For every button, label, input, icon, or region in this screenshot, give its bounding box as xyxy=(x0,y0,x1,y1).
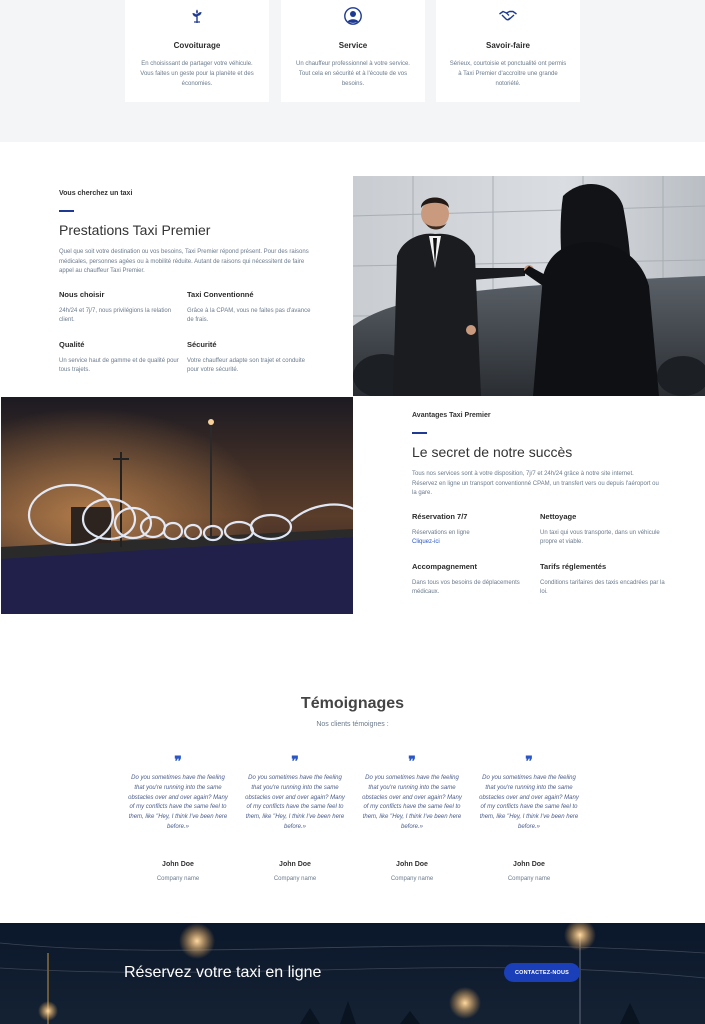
feature-title: Service xyxy=(338,41,368,50)
leaf-icon xyxy=(187,6,207,26)
advantage-item xyxy=(540,512,668,548)
feature-title: Covoiturage xyxy=(173,41,221,50)
testimonials-title: Témoignages xyxy=(300,695,405,712)
advantage-item xyxy=(412,562,540,598)
cta-title: Réservez votre taxi en ligne xyxy=(124,964,322,981)
prestations-section xyxy=(59,190,315,376)
section-eyebrow: Avantages Taxi Premier xyxy=(412,412,491,419)
item-text: Conditions tarifaires des taxis encadrées par la loi. xyxy=(540,579,665,595)
testimonial-card xyxy=(128,754,228,882)
item-text: Votre chauffeur adapte son trajet et conduite pour votre sécurité. xyxy=(187,357,305,373)
item-text: Grâce à la CPAM, vous ne faites pas d'avance de frais. xyxy=(187,307,311,323)
secret-section xyxy=(412,412,665,598)
feature-text: Sérieux, courtoisie et ponctualité ont permis à Taxi Premier d'accroitre une grande notoriété. xyxy=(449,61,567,87)
feature-title: Savoir-faire xyxy=(485,41,531,50)
handshake-icon xyxy=(498,6,518,26)
feature-card-service xyxy=(281,0,425,102)
testimonial-name: John Doe xyxy=(513,860,545,868)
feature-card-covoiturage xyxy=(125,0,269,102)
accent-bar xyxy=(412,432,427,434)
prestation-item xyxy=(187,340,315,376)
testimonial-name: John Doe xyxy=(279,860,311,868)
item-text: Un service haut de gamme et de qualité pour tous trajets. xyxy=(59,357,179,373)
testimonial-quote: Do you sometimes have the feeling that you're running into the same obstacles over and over again? Many of my conflicts have the same feel to them, like "Hey, I think I've been here before.» xyxy=(245,775,345,830)
item-text: Réservations en ligne xyxy=(412,529,470,536)
feature-card-savoir-faire xyxy=(436,0,580,102)
item-text: 24h/24 et 7j/7, nous privilégions la relation client. xyxy=(59,307,172,323)
prestation-item xyxy=(59,340,187,376)
testimonial-quote: Do you sometimes have the feeling that you're running into the same obstacles over and over again? Many of my conflicts have the same feel to them, like "Hey, I think I've been here before.» xyxy=(362,775,462,830)
cliquez-ici-link[interactable]: Cliquez-ici xyxy=(412,539,440,545)
quote-icon: ❞ xyxy=(525,754,533,770)
item-title: Nettoyage xyxy=(540,511,577,521)
section-title: Prestations Taxi Premier xyxy=(59,222,211,238)
section-intro: Tous nos services sont à votre disposition, 7j/7 et 24h/24 grâce à notre site internet. Réservez en ligne un transport conventionné CPAM, un transfert vers ou depuis l'aéroport ou la gare. xyxy=(412,471,659,496)
item-title: Taxi Conventionné xyxy=(187,289,254,299)
testimonial-quote: Do you sometimes have the feeling that you're running into the same obstacles over and over again? Many of my conflicts have the same feel to them, like "Hey, I think I've been here before.» xyxy=(479,775,579,830)
accent-bar xyxy=(59,210,74,212)
quote-icon: ❞ xyxy=(408,754,416,770)
item-title: Réservation 7/7 xyxy=(412,511,468,521)
chauffeur-photo xyxy=(353,176,705,396)
item-text: Un taxi qui vous transporte, dans un véhicule propre et viable. xyxy=(540,529,660,545)
item-title: Accompagnement xyxy=(412,561,478,571)
testimonial-company: Company name xyxy=(390,875,434,882)
advantage-item xyxy=(540,562,668,598)
feature-text: En choisissant de partager votre véhicule. Vous faites un geste pour la planète et des économies. xyxy=(140,61,254,87)
testimonial-quote: Do you sometimes have the feeling that you're running into the same obstacles over and over again? Many of my conflicts have the same feel to them, like "Hey, I think I've been here before.» xyxy=(128,775,228,830)
testimonial-card xyxy=(362,754,462,882)
light-trail-photo xyxy=(1,397,353,614)
testimonial-company: Company name xyxy=(273,875,317,882)
quote-icon: ❞ xyxy=(174,754,182,770)
testimonials-subtitle: Nos clients témoignes : xyxy=(316,721,389,728)
prestation-item xyxy=(59,290,187,326)
contact-button[interactable]: CONTACTEZ-NOUS xyxy=(504,963,580,982)
testimonial-company: Company name xyxy=(156,875,200,882)
user-icon xyxy=(343,6,363,26)
testimonial-card xyxy=(245,754,345,882)
section-title: Le secret de notre succès xyxy=(412,444,573,460)
cta-banner xyxy=(0,923,705,1024)
testimonial-company: Company name xyxy=(507,875,551,882)
item-title: Qualité xyxy=(59,339,85,349)
testimonial-name: John Doe xyxy=(162,860,194,868)
prestation-item xyxy=(187,290,315,326)
testimonial-card xyxy=(479,754,579,882)
item-title: Sécurité xyxy=(187,339,217,349)
testimonial-name: John Doe xyxy=(396,860,428,868)
quote-icon: ❞ xyxy=(291,754,299,770)
section-intro: Quel que soit votre destination ou vos besoins, Taxi Premier répond présent. Pour des raisons médicales, personnes agées ou à mobilité réduite. Autant de raisons qui nécessitent de faire appel au chauffeur Taxi Premier. xyxy=(59,249,309,274)
advantage-item xyxy=(412,512,540,548)
section-eyebrow: Vous cherchez un taxi xyxy=(59,190,133,197)
item-title: Tarifs réglementés xyxy=(540,561,607,571)
item-text: Dans tous vos besoins de déplacements médicaux. xyxy=(412,579,520,595)
item-title: Nous choisir xyxy=(59,289,105,299)
feature-text: Un chauffeur professionnel à votre service. Tout cela en sécurité et à l'écoute de vos besoins. xyxy=(296,61,410,87)
